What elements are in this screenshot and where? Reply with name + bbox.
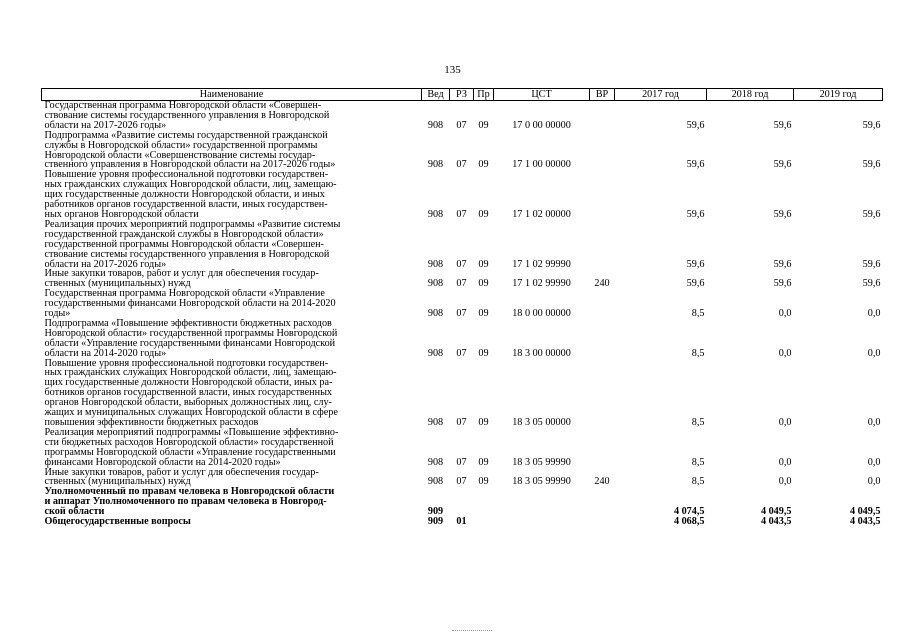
- cell-rz: 07: [456, 308, 467, 319]
- cell-name-line: органов Новгородской области, выборных должностных лиц, слу-: [44, 397, 332, 409]
- table-row: [42, 289, 883, 319]
- cell-name-line: государственными финансами Новгородской области на 2014-2020: [44, 298, 336, 310]
- scan-artifact: [452, 630, 492, 633]
- cell-2017: 59,6: [686, 208, 705, 220]
- cell-name: [42, 359, 422, 428]
- cell-2017: 4 068,5: [673, 517, 705, 527]
- cell-cst: 17 1 02 99990: [512, 278, 571, 290]
- cell-2019: 59,6: [862, 159, 881, 171]
- cell-cst: 17 1 00 00000: [512, 159, 571, 171]
- cell-ved: 908: [427, 258, 444, 270]
- table-body: [42, 101, 883, 527]
- cell-2019: 59,6: [862, 119, 881, 131]
- budget-table: [41, 88, 883, 527]
- cell-ved: 908: [427, 456, 444, 468]
- cell-name: [42, 170, 422, 220]
- cell-name-line: Государственная программа Новгородской области «Совершен-: [44, 100, 322, 111]
- cell-2018: 4 043,5: [760, 517, 792, 527]
- cell-name-line: и аппарат Уполномоченного по правам человека в Новгород-: [44, 496, 327, 508]
- cell-ved: 908: [427, 308, 444, 319]
- cell-2018: 4 049,5: [760, 506, 792, 518]
- cell-name: [42, 517, 422, 527]
- cell-cst: 18 3 00 00000: [512, 347, 571, 359]
- cell-name-line: ботников органов государственной власти, иных государственных: [44, 387, 333, 399]
- cell-vr: [590, 428, 615, 468]
- column-header-2017: 2017 год: [615, 89, 707, 101]
- column-header-ved: Вед: [422, 89, 450, 101]
- cell-2018: 59,6: [773, 119, 792, 131]
- cell-name-line: Иные закупки товаров, работ и услуг для обеспечения государ-: [44, 269, 319, 280]
- cell-rz: 07: [456, 476, 467, 488]
- cell-2019: 59,6: [862, 208, 881, 220]
- cell-2017: 59,6: [686, 159, 705, 171]
- cell-vr: [590, 517, 615, 527]
- cell-name-line: Повышение уровня профессиональной подготовки государствен-: [44, 358, 329, 369]
- cell-name-line: ных органов Новгородской области: [44, 208, 199, 220]
- cell-name-line: ствование системы государственного управления в Новгородской: [44, 248, 330, 260]
- cell-name: [42, 487, 422, 517]
- cell-name-line: области на 2014-2020 годы»: [44, 347, 167, 359]
- cell-cst: 17 1 02 99990: [512, 258, 571, 270]
- cell-2017: 8,5: [691, 417, 705, 428]
- column-header-vr: ВР: [590, 89, 615, 101]
- cell-name-line: Реализация прочих мероприятий подпрограммы «Развитие системы: [44, 219, 341, 230]
- cell-name-line: Повышение уровня профессиональной подготовки государствен-: [44, 170, 329, 181]
- cell-name: [42, 289, 422, 319]
- cell-2019: 4 049,5: [849, 506, 881, 518]
- cell-2019: 0,0: [867, 476, 881, 488]
- table-row: [42, 319, 883, 359]
- cell-pr: 09: [478, 308, 489, 319]
- cell-rz: 07: [456, 119, 467, 131]
- cell-2019: 59,6: [862, 278, 881, 290]
- cell-pr: 09: [478, 258, 489, 270]
- cell-ved: 908: [427, 208, 444, 220]
- cell-name-line: Подпрограмма «Повышение эффективности бюджетных расходов: [44, 318, 332, 329]
- cell-cst: 17 0 00 00000: [512, 119, 571, 131]
- cell-name-line: программы Новгородской области «Управление государственными: [44, 446, 336, 458]
- cell-name-line: области «Управление государственными финансами Новгородской: [44, 337, 336, 349]
- table-row: [42, 170, 883, 220]
- cell-cst: 17 1 02 00000: [512, 208, 571, 220]
- cell-2017: 8,5: [691, 347, 705, 359]
- cell-ved: 908: [427, 159, 444, 171]
- cell-cst: 18 3 05 99990: [512, 456, 571, 468]
- cell-rz: 07: [456, 159, 467, 171]
- table-row: [42, 101, 883, 131]
- cell-rz: 07: [456, 347, 467, 359]
- cell-pr: 09: [478, 476, 489, 488]
- cell-name-line: жащих и муниципальных служащих Новгородской области в сфере: [44, 407, 338, 419]
- table-row: [42, 131, 883, 171]
- cell-2017: 8,5: [691, 476, 705, 488]
- cell-pr: 09: [478, 417, 489, 428]
- table-row: [42, 468, 883, 488]
- cell-name: [42, 269, 422, 289]
- cell-ved: 908: [427, 476, 444, 488]
- cell-cst: 18 3 05 00000: [512, 417, 571, 428]
- cell-2019: 0,0: [867, 308, 881, 319]
- cell-pr: 09: [478, 159, 489, 171]
- cell-2019: 0,0: [867, 456, 881, 468]
- cell-name-line: Государственная программа Новгородской области «Управление: [44, 289, 325, 300]
- cell-vr: 240: [594, 476, 610, 488]
- cell-name: [42, 428, 422, 468]
- column-header-2018: 2018 год: [707, 89, 794, 101]
- cell-2019: 0,0: [867, 347, 881, 359]
- cell-pr: 09: [478, 278, 489, 290]
- cell-2018: 0,0: [778, 347, 792, 359]
- cell-ved: 908: [427, 417, 444, 428]
- column-header-pr: Пр: [474, 89, 494, 101]
- table-header-row: [42, 89, 883, 101]
- cell-rz: 07: [456, 456, 467, 468]
- cell-2017: 8,5: [691, 456, 705, 468]
- column-header-rz: РЗ: [450, 89, 474, 101]
- cell-2018: 59,6: [773, 159, 792, 171]
- cell-name: [42, 220, 422, 270]
- cell-name-line: ных гражданских служащих Новгородской области, лиц, замещаю-: [44, 367, 337, 379]
- cell-pr: 09: [478, 119, 489, 131]
- cell-rz: 07: [456, 208, 467, 220]
- cell-vr: [590, 319, 615, 359]
- cell-name-line: щих государственные должности Новгородской области, иных ра-: [44, 377, 333, 389]
- cell-2017: 59,6: [686, 278, 705, 290]
- cell-2019: 4 043,5: [849, 517, 881, 527]
- table-row: [42, 269, 883, 289]
- cell-rz: [450, 487, 474, 517]
- cell-rz: 07: [456, 417, 467, 428]
- table-row: [42, 487, 883, 517]
- cell-name-line: годы»: [44, 308, 71, 319]
- cell-cst: [494, 517, 590, 527]
- cell-ved: 909: [427, 517, 444, 527]
- cell-name-line: службы в Новгородской области» государственной программы: [44, 139, 318, 151]
- table-row: [42, 517, 883, 527]
- cell-2017: 59,6: [686, 119, 705, 131]
- cell-name-line: Новгородской области «Совершенствование системы государ-: [44, 149, 316, 161]
- cell-name-line: ственных (муниципальных) нужд: [44, 476, 191, 488]
- cell-ved: 908: [427, 347, 444, 359]
- cell-2019: 59,6: [862, 258, 881, 270]
- cell-name-line: Общегосударственные вопросы: [44, 517, 191, 527]
- cell-pr: [474, 487, 494, 517]
- cell-2019: 0,0: [867, 417, 881, 428]
- cell-name-line: области на 2017-2026 годы»: [44, 119, 167, 131]
- cell-2017: 59,6: [686, 258, 705, 270]
- cell-name-line: государственной гражданской службы в Новгородской области»: [44, 228, 324, 240]
- cell-2018: 59,6: [773, 258, 792, 270]
- cell-name-line: ской области: [44, 506, 105, 518]
- cell-vr: [590, 220, 615, 270]
- cell-vr: [590, 359, 615, 428]
- cell-2018: 0,0: [778, 417, 792, 428]
- cell-2017: 4 074,5: [673, 506, 705, 518]
- cell-cst: 18 3 05 99990: [512, 476, 571, 488]
- cell-name-line: щих государственные должности Новгородской области, и иных: [44, 189, 325, 201]
- cell-name-line: государственной программы Новгородской области «Совершен-: [44, 238, 324, 250]
- cell-rz: 07: [456, 258, 467, 270]
- cell-2018: 59,6: [773, 208, 792, 220]
- column-header-2019: 2019 год: [794, 89, 883, 101]
- cell-name-line: ствование системы государственного управления в Новгородской: [44, 109, 330, 121]
- cell-name: [42, 101, 422, 131]
- cell-pr: 09: [478, 347, 489, 359]
- cell-name-line: финансами Новгородской области на 2014-2020 годы»: [44, 456, 281, 468]
- cell-name-line: работников органов государственной власти, иных государствен-: [44, 199, 328, 211]
- cell-2018: 0,0: [778, 476, 792, 488]
- cell-rz: 01: [456, 517, 467, 527]
- cell-name-line: ственных (муниципальных) нужд: [44, 278, 191, 290]
- cell-name-line: Реализация мероприятий подпрограммы «Повышение эффективно-: [44, 427, 339, 438]
- cell-ved: 908: [427, 119, 444, 131]
- cell-pr: 09: [478, 208, 489, 220]
- cell-name-line: Иные закупки товаров, работ и услуг для обеспечения государ-: [44, 467, 319, 478]
- cell-name-line: Подпрограмма «Развитие системы государственной гражданской: [44, 130, 328, 141]
- page-number: 135: [444, 64, 461, 76]
- column-header-cst: ЦСТ: [494, 89, 590, 101]
- cell-2018: 0,0: [778, 456, 792, 468]
- cell-vr: [590, 131, 615, 171]
- cell-2017: 8,5: [691, 308, 705, 319]
- cell-pr: [474, 517, 494, 527]
- cell-vr: [590, 101, 615, 131]
- cell-cst: [494, 487, 590, 517]
- cell-2018: 0,0: [778, 308, 792, 319]
- cell-vr: [590, 170, 615, 220]
- cell-name-line: ных гражданских служащих Новгородской области, лиц, замещаю-: [44, 179, 337, 191]
- cell-pr: 09: [478, 456, 489, 468]
- table-row: [42, 220, 883, 270]
- cell-vr: 240: [594, 278, 610, 290]
- cell-name-line: ственного управления в Новгородской области на 2017-2026 годы»: [44, 159, 336, 171]
- cell-ved: 909: [427, 506, 444, 518]
- cell-vr: [590, 289, 615, 319]
- cell-name: [42, 131, 422, 171]
- table-row: [42, 428, 883, 468]
- cell-ved: 908: [427, 278, 444, 290]
- cell-name: [42, 319, 422, 359]
- table-row: [42, 359, 883, 428]
- cell-vr: [590, 487, 615, 517]
- cell-cst: 18 0 00 00000: [512, 308, 571, 319]
- cell-name-line: сти бюджетных расходов Новгородской области» государственной: [44, 436, 334, 448]
- cell-2018: 59,6: [773, 278, 792, 290]
- column-header-name: Наименование: [42, 89, 422, 101]
- cell-name-line: повышения эффективности бюджетных расходов: [44, 417, 259, 428]
- cell-name-line: Новгородской области» государственной программы Новгородской: [44, 327, 338, 339]
- cell-name-line: Уполномоченный по правам человека в Новгородской области: [44, 487, 335, 498]
- cell-name: [42, 468, 422, 488]
- cell-name-line: области на 2017-2026 годы»: [44, 258, 167, 270]
- cell-rz: 07: [456, 278, 467, 290]
